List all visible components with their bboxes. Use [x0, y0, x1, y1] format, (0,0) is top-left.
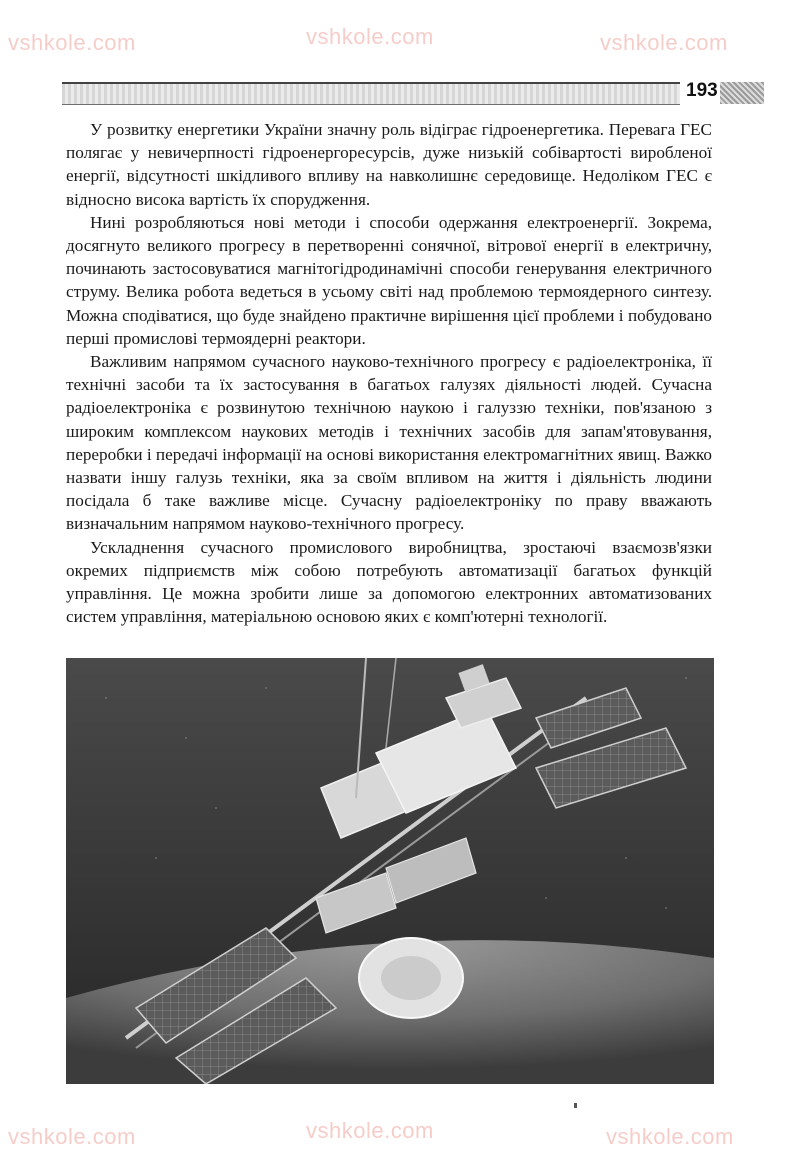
- watermark: vshkole.com: [606, 1124, 734, 1149]
- space-station-photo: [66, 658, 714, 1084]
- header-ornament: [720, 82, 764, 104]
- watermark: vshkole.com: [8, 1124, 136, 1149]
- watermark: vshkole.com: [600, 30, 728, 55]
- paragraph: Ускладнення сучасного промислового виробництва, зростаючі взаємозв'язки окремих підприємств між собою потребують автоматизації багатьох функцій управління. Це можна зробити лише за допомогою електронних автоматизованих систем управління, матеріальною основою яких є комп'ютерні технології.: [66, 537, 712, 627]
- paragraph: У розвитку енергетики України значну роль відіграє гідроенергетика. Перевага ГЕС полягає у невичерпності гідроенергоресурсів, дуже низькій собівартості виробленої енергії, відсутності шкідливого впливу на навколишнє середовище. Недоліком ГЕС є відносно висока вартість їх спорудження.: [66, 120, 712, 209]
- watermark: vshkole.com: [306, 1118, 434, 1143]
- header-rule: [62, 82, 680, 105]
- body-text: [66, 118, 712, 628]
- paragraph: Важливим напрямом сучасного науково-технічного прогресу є радіоелектроніка, її технічні засоби та їх застосування в багатьох галузях діяльності людей. Сучасна радіоелектроніка є розвинутою технічною наукою і галуззю техніки, пов'язаною з широким комплексом наукових методів і технічних засобів для запам'ятовування, переробки і передачі інформації на основі використання електромагнітних явищ. Важко назвати іншу галузь техніки, яка за своїм впливом на життя і діяльність людини посідала б таке важливе місце. Сучасну радіоелектроніку по праву вважають визначальним напрямом науково-технічного прогресу.: [66, 352, 712, 534]
- footer-mark: [574, 1103, 577, 1108]
- watermark: vshkole.com: [8, 30, 136, 55]
- space-station-illustration: [66, 658, 714, 1084]
- page-number: 193: [686, 80, 718, 101]
- watermark: vshkole.com: [306, 24, 434, 49]
- paragraph: Нині розробляються нові методи і способи одержання електроенергії. Зокрема, досягнуто великого прогресу в перетворенні сонячної, вітрової енергії в електричну, починають застосовуватися магнітогідродинамічні способи генерування електричного струму. Велика робота ведеться в усьому світі над проблемою термоядерного синтезу. Можна сподіватися, що буде знайдено практичне вирішення цієї проблеми і побудовано перші промислові термоядерні реактори.: [66, 212, 712, 348]
